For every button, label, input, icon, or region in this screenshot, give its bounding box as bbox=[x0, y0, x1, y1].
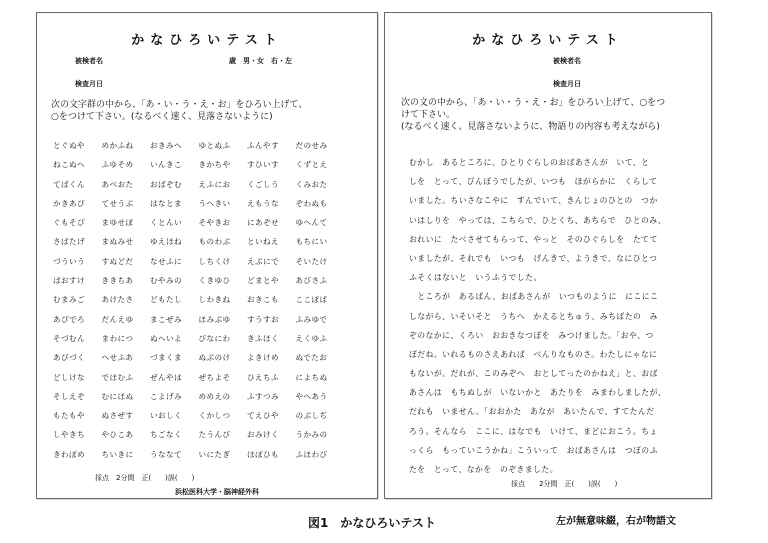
story-line: しを とって、びんぼうでしたが、いつも ほがらかに くらして bbox=[409, 177, 658, 187]
kana-group: ふみゆで bbox=[295, 314, 328, 324]
kana-group: にあぞせ bbox=[247, 218, 279, 228]
kana-group: やへあう bbox=[295, 391, 328, 401]
kana-group: ほぽひも bbox=[247, 449, 279, 459]
kana-group: いんきこ bbox=[150, 160, 182, 170]
kana-group: てせうぶ bbox=[101, 198, 134, 208]
kana-grid-row bbox=[53, 236, 344, 255]
story-line: だれも いません。「おおかた あなが あいたんで、すてたんだ bbox=[409, 407, 655, 417]
kana-group: づまくま bbox=[150, 353, 182, 363]
kana-group: くずとえ bbox=[295, 160, 328, 170]
left-score-line: 採点 2分間 正( )誤( ) bbox=[95, 474, 195, 482]
left-instruction-line-1: 次の文字群の中から、「あ・い・う・え・お」をひろい上げて、 bbox=[51, 100, 308, 110]
kana-group: うななて bbox=[150, 449, 182, 459]
kana-group: めめえの bbox=[198, 391, 231, 401]
kana-group: まゆせぽ bbox=[101, 218, 134, 228]
kana-grid-row bbox=[53, 333, 344, 352]
kana-grid-row bbox=[53, 198, 344, 217]
kana-grid-row bbox=[53, 256, 344, 275]
kana-group: うへきい bbox=[198, 198, 231, 208]
kana-group: によちぬ bbox=[295, 372, 328, 382]
kana-group: おきこも bbox=[247, 295, 279, 305]
kana-group: びなにわ bbox=[198, 333, 231, 343]
kana-group: ちごなく bbox=[150, 430, 182, 440]
kana-group: なせふに bbox=[150, 256, 182, 266]
kana-group: すうすお bbox=[247, 314, 279, 324]
kana-group: おみけく bbox=[247, 430, 279, 440]
kana-group: くみおた bbox=[295, 179, 328, 189]
story-line: いましたが、それでも いつも げんきで、ようきで、なにひとつ bbox=[409, 253, 658, 263]
kana-group: ぬさぜす bbox=[101, 411, 134, 421]
kana-group: ぱおすけ bbox=[53, 276, 85, 286]
kana-group: ぜんやは bbox=[150, 372, 182, 382]
kana-group: あぴでろ bbox=[53, 314, 85, 324]
right-instruction-line-2: けて下さい。 bbox=[401, 110, 456, 120]
kana-group: ねこぬへ bbox=[53, 160, 85, 170]
story-line: おれいに たべさせてもらって、やっと そのひぐらしを たてて bbox=[409, 234, 658, 244]
kana-group: まこぜみ bbox=[150, 314, 182, 324]
story-line: ぼだね。いれるものさえあれば べんりなものさ。わたしにゃなに bbox=[409, 349, 658, 359]
kana-group: こよげみ bbox=[150, 391, 182, 401]
kana-group: のぶしぢ bbox=[295, 411, 328, 421]
kana-grid-row bbox=[53, 217, 344, 236]
kana-group: くとんい bbox=[150, 218, 182, 228]
kana-group: づういう bbox=[53, 256, 85, 266]
left-date-label: 検査月日 bbox=[75, 80, 103, 88]
story-line: ろう。そんなら ここに、はなでも いけて、まどにおこう。ちょ bbox=[409, 426, 658, 436]
kana-grid-row bbox=[53, 140, 344, 159]
kana-grid bbox=[53, 140, 344, 468]
kana-grid-row bbox=[53, 179, 344, 198]
kana-group: ぬへいよ bbox=[150, 333, 182, 343]
kana-group: すぬどだ bbox=[101, 256, 134, 266]
kana-group: きわぽめ bbox=[53, 449, 85, 459]
kana-group: どしけな bbox=[53, 372, 85, 382]
kana-group: ゆとぬふ bbox=[198, 141, 231, 150]
kana-group: くごしう bbox=[247, 179, 279, 189]
kana-group: ぞわぬも bbox=[295, 198, 328, 208]
kana-group: ものわぶ bbox=[198, 237, 231, 247]
kana-group: やひこあ bbox=[101, 430, 134, 440]
kana-group: ききちあ bbox=[101, 276, 134, 286]
right-examinee-label: 被検者名 bbox=[553, 57, 581, 65]
story-line: っくら もっていこうかね」こういって おばあさんは つぼのふ bbox=[409, 445, 658, 455]
kana-group: あべおた bbox=[101, 179, 134, 189]
kana-group: きかちや bbox=[198, 160, 231, 170]
kana-group: かきあぴ bbox=[53, 198, 85, 208]
kana-group: しやきち bbox=[53, 430, 85, 440]
kana-group: てばくん bbox=[53, 179, 85, 189]
kana-grid-row bbox=[53, 314, 344, 333]
kana-group: うかみの bbox=[295, 430, 328, 440]
kana-grid-row bbox=[53, 352, 344, 371]
kana-group: どもたし bbox=[150, 295, 182, 305]
right-test-sheet bbox=[384, 12, 712, 499]
kana-group: きふほく bbox=[247, 333, 279, 343]
kana-group: ちいきに bbox=[101, 449, 134, 459]
kana-group: といねえ bbox=[247, 237, 279, 247]
kana-group: あびづく bbox=[53, 353, 85, 363]
kana-grid-row bbox=[53, 159, 344, 178]
story-line: むかし あるところに、ひとりぐらしのおばあさんが いて、と bbox=[409, 158, 650, 167]
kana-group: ぜちよそ bbox=[198, 372, 231, 382]
kana-group: むやみの bbox=[150, 276, 182, 286]
kana-group: そしえぞ bbox=[53, 391, 85, 401]
kana-group: ゆへんて bbox=[295, 218, 328, 228]
story-line: もないが。だれが、このみぞへ おとしてったのかねえ」と、おば bbox=[409, 369, 658, 379]
kana-group: あびさふ bbox=[295, 276, 328, 286]
kana-grid-row bbox=[53, 275, 344, 294]
left-instruction-line-2: ○をつけて下さい。(なるべく速く、見落さないように) bbox=[51, 112, 273, 122]
figure-note: 左が無意味綴，右が物語文 bbox=[556, 516, 676, 527]
story-line: あさんは もちぬしが いないかと あたりを みまわしましたが、 bbox=[409, 388, 667, 398]
kana-group: しわきね bbox=[198, 295, 231, 305]
kana-group: ぬでたお bbox=[295, 353, 328, 363]
kana-group: えふにお bbox=[198, 179, 231, 189]
kana-group: ふゆそめ bbox=[101, 160, 134, 170]
kana-group: おきみへ bbox=[150, 141, 182, 150]
kana-group: いにたぎ bbox=[198, 449, 231, 459]
kana-group: おばぞむ bbox=[150, 179, 182, 189]
kana-group: むまみご bbox=[53, 295, 85, 305]
kana-group: そいたけ bbox=[295, 256, 328, 266]
kana-grid-row bbox=[53, 391, 344, 410]
left-examinee-label: 被検者名 bbox=[75, 57, 103, 65]
kana-group: むにほぬ bbox=[101, 391, 134, 401]
right-instruction-line-3: (なるべく速く、見落さないように、物語りの内容も考えながら) bbox=[401, 122, 660, 132]
kana-group: だのせみ bbox=[295, 141, 328, 150]
kana-grid-row bbox=[53, 372, 344, 391]
kana-group: もちにい bbox=[295, 237, 328, 247]
kana-group: いおしく bbox=[150, 411, 182, 421]
kana-group: ひえちふ bbox=[247, 372, 279, 382]
kana-group: そやきお bbox=[198, 218, 231, 228]
left-test-sheet bbox=[36, 12, 378, 499]
kana-group: そづむん bbox=[53, 333, 85, 343]
kana-group: ふすつみ bbox=[247, 391, 279, 401]
kana-group: てえひや bbox=[247, 411, 279, 421]
kana-group: よきけめ bbox=[247, 353, 279, 363]
institution-label: 浜松医科大学・脳神経外科 bbox=[175, 488, 259, 496]
kana-group: どまとや bbox=[247, 276, 279, 286]
right-date-label: 検査月日 bbox=[553, 80, 581, 88]
kana-group: もたもや bbox=[53, 411, 85, 421]
kana-grid-row bbox=[53, 449, 344, 468]
kana-group: めかふね bbox=[101, 141, 134, 150]
story-line: ところが あるばん、おばあさんが いつものように にこにこ bbox=[409, 292, 659, 302]
kana-group: へせふあ bbox=[101, 353, 134, 363]
kana-group: でほむふ bbox=[101, 372, 134, 382]
kana-group: えぶにで bbox=[247, 256, 279, 266]
kana-group: ここぽぱ bbox=[295, 295, 328, 305]
story-line: しながら、いそいそと うちへ かえるとちゅう、みちばたの み bbox=[409, 311, 658, 321]
kana-group: あけたさ bbox=[101, 295, 134, 305]
right-instruction-line-1: 次の文の中から、「あ・い・う・え・お」をひろい上げて、○をつ bbox=[401, 98, 666, 108]
kana-group: ぬぶのけ bbox=[198, 353, 231, 363]
kana-grid-row bbox=[53, 429, 344, 448]
kana-group: ふんやす bbox=[247, 141, 279, 150]
kana-group: まぬみせ bbox=[101, 237, 134, 247]
figure-caption: 図1 かなひろいテスト bbox=[308, 516, 436, 530]
kana-group: すひいす bbox=[247, 160, 279, 170]
kana-group: はなとま bbox=[150, 198, 182, 208]
kana-group: しちくけ bbox=[198, 256, 231, 266]
right-sheet-title: かなひろいテスト bbox=[472, 33, 624, 48]
kana-group: とぐぬや bbox=[53, 141, 85, 150]
left-demographics: 歳 男・女 右・左 bbox=[229, 57, 292, 65]
kana-grid-row bbox=[53, 294, 344, 313]
kana-group: まわにつ bbox=[101, 333, 134, 343]
story-line: ぞのなかに、くろい おおきなつぼを みつけました。「おや、つ bbox=[409, 330, 654, 340]
left-sheet-title: かなひろいテスト bbox=[131, 33, 283, 48]
story-text bbox=[409, 157, 666, 483]
kana-group: くかしつ bbox=[198, 411, 231, 421]
story-line: いました。ちいさなこやに すんでいて、きんじょのひとの つか bbox=[409, 196, 658, 206]
story-line: たを とって、なかを のぞきました。 bbox=[409, 465, 559, 474]
kana-group: えもうな bbox=[247, 198, 279, 208]
kana-grid-row bbox=[53, 410, 344, 429]
kana-group: くきゆひ bbox=[198, 276, 231, 286]
kana-group: ゆえほね bbox=[150, 237, 182, 247]
kana-group: ほみぶゆ bbox=[198, 314, 231, 324]
kana-group: さぱたげ bbox=[53, 237, 85, 247]
story-line: ふそくはないと いうふうでした。 bbox=[409, 273, 542, 283]
story-line: いはしりを やっては、こちらで、ひとくち、あちらで ひとのみ、 bbox=[409, 215, 667, 225]
kana-group: えくゆふ bbox=[295, 333, 328, 343]
kana-group: たうんび bbox=[198, 430, 231, 440]
right-score-line: 採点 2分間 正( )誤( ) bbox=[511, 480, 618, 488]
kana-group: だんえゆ bbox=[101, 314, 134, 324]
kana-group: ぐもそぴ bbox=[53, 218, 85, 228]
kana-group: ふほわび bbox=[295, 449, 328, 459]
